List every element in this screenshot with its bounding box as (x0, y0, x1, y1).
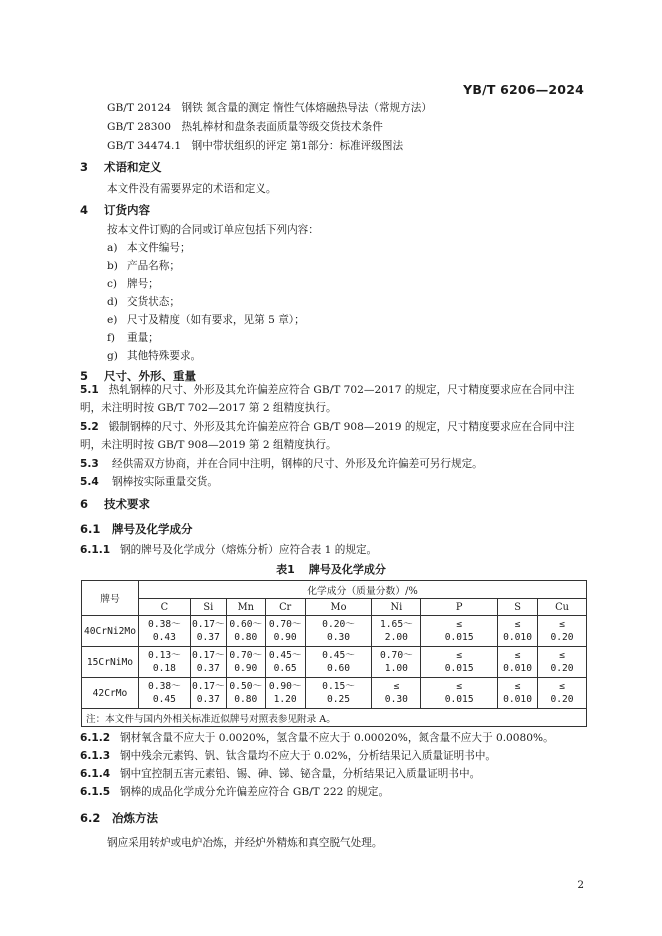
clause-number: 5.2 (80, 421, 99, 433)
table-1-number: 表1 (276, 563, 295, 576)
section-6-2-title: 冶炼方法 (112, 811, 158, 825)
value-cell (226, 678, 265, 709)
clause-6-1-5 (80, 784, 389, 799)
reference-gbt28300: GB/T 28300 热轧棒材和盘条表面质量等级交货技术条件 (107, 121, 383, 133)
value-line: 0.38～ (148, 681, 181, 692)
value-line: 0.20 (550, 663, 574, 674)
value-line: 0.90～ (268, 681, 302, 692)
value-line: ≤ (514, 650, 521, 661)
value-line: ≤ (559, 650, 565, 661)
section-4-heading (80, 202, 150, 218)
value-cell (265, 616, 305, 647)
list-label: a) (107, 242, 118, 254)
value-cell (138, 616, 190, 647)
value-line: 0.015 (444, 663, 474, 674)
clause-number: 6.1.2 (80, 732, 111, 744)
list-label: g) (107, 350, 118, 362)
list-text: 本文件编号； (127, 242, 191, 254)
value-cell (538, 678, 587, 709)
chemical-composition-table (81, 580, 587, 727)
grade-cell: 40CrNi2Mo (82, 616, 139, 647)
order-item-e (107, 312, 305, 327)
value-line: 0.18 (152, 663, 176, 674)
value-cell (372, 678, 421, 709)
value-line: ≤ (559, 681, 565, 692)
list-label: d) (107, 296, 118, 308)
value-line: 0.80 (234, 632, 258, 643)
clause-text: 钢材氧含量不应大于 0.0020%，氢含量不应大于 0.00020%，氮含量不应大于 0.0080%。 (120, 732, 554, 744)
clause-number: 5.4 (80, 476, 99, 488)
table-row (82, 647, 587, 678)
value-line: 0.25 (326, 694, 351, 705)
section-6-number: 6 (80, 497, 89, 511)
grade-cell: 42CrMo (82, 678, 139, 709)
value-line: 0.45 (152, 694, 176, 705)
value-cell (421, 647, 498, 678)
element-header-si: Si (190, 599, 226, 616)
value-line: ≤ (456, 681, 463, 692)
clause-5-4 (80, 474, 218, 489)
value-line: 0.70～ (380, 650, 413, 661)
value-cell (305, 647, 372, 678)
value-line: 0.010 (503, 694, 532, 705)
table-note-row (82, 709, 587, 727)
value-cell (265, 647, 305, 678)
list-label: f) (107, 332, 116, 344)
list-label: e) (107, 314, 118, 326)
list-label: c) (107, 278, 118, 290)
value-line: 0.15～ (322, 681, 355, 692)
element-header-ni: Ni (372, 599, 421, 616)
element-header-cu: Cu (538, 599, 587, 616)
order-item-c (107, 276, 159, 291)
clause-text: 钢中宜控制五害元素铅、锡、砷、锑、铋含量，分析结果记入质量证明书中。 (120, 768, 481, 780)
value-cell (190, 616, 226, 647)
value-line: 0.45～ (322, 650, 355, 661)
table-header-row (82, 581, 587, 599)
value-line: 0.015 (444, 694, 474, 705)
list-text: 产品名称； (127, 260, 180, 272)
table-row (82, 678, 587, 709)
value-line: 0.90 (273, 632, 297, 643)
value-cell (372, 647, 421, 678)
value-cell (226, 647, 265, 678)
value-line: 0.37 (196, 694, 220, 705)
section-6-title: 技术要求 (104, 497, 150, 511)
value-line: 0.20～ (322, 619, 355, 630)
value-cell (498, 647, 538, 678)
value-line: 0.90 (234, 663, 258, 674)
order-item-d (107, 294, 180, 309)
clause-text: 经供需双方协商，并在合同中注明，钢棒的尺寸、外形及允许偏差可另行规定。 (112, 458, 483, 470)
section-6-heading (80, 496, 150, 512)
value-line: 0.17～ (191, 681, 225, 692)
grade-header: 牌号 (82, 581, 139, 616)
value-line: 1.00 (384, 663, 408, 674)
element-header-row (82, 599, 587, 616)
clause-text: 钢中残余元素钨、钒、钛含量均不应大于 0.02%，分析结果记入质量证明书中。 (120, 750, 497, 762)
value-cell (421, 616, 498, 647)
value-line: 1.20 (273, 694, 297, 705)
section-6-1-title: 牌号及化学成分 (112, 522, 193, 536)
order-item-a (107, 240, 191, 255)
value-cell (305, 678, 372, 709)
table-1-title: 牌号及化学成分 (308, 563, 386, 576)
value-line: ≤ (514, 619, 521, 630)
clause-5-2 (80, 418, 588, 454)
value-line: ≤ (559, 619, 565, 630)
value-line: 0.015 (444, 632, 474, 643)
element-header-mn: Mn (226, 599, 265, 616)
section-4-number: 4 (80, 203, 89, 217)
list-text: 其他特殊要求。 (127, 350, 202, 362)
value-cell (498, 678, 538, 709)
element-header-cr: Cr (265, 599, 305, 616)
value-cell (305, 616, 372, 647)
clause-number: 5.1 (80, 384, 99, 396)
table-row (82, 616, 587, 647)
section-5-title: 尺寸、外形、重量 (104, 369, 196, 383)
element-header-p: P (421, 599, 498, 616)
clause-text: 钢棒的成品化学成分允许偏差应符合 GB/T 222 的规定。 (120, 786, 390, 798)
value-line: 0.38～ (148, 619, 181, 630)
value-line: 0.30 (384, 694, 408, 705)
value-cell (538, 647, 587, 678)
clause-number: 6.1.1 (80, 544, 111, 556)
value-line: ≤ (393, 681, 400, 692)
value-cell (265, 678, 305, 709)
value-cell (538, 616, 587, 647)
value-line: 0.010 (503, 663, 532, 674)
value-line: 1.65～ (380, 619, 413, 630)
section-6-2-number: 6.2 (80, 811, 101, 825)
grade-cell: 15CrNiMo (82, 647, 139, 678)
element-header-s: S (498, 599, 538, 616)
element-header-c: C (138, 599, 190, 616)
value-line: ≤ (514, 681, 521, 692)
clause-number: 6.1.3 (80, 750, 111, 762)
value-cell (498, 616, 538, 647)
list-text: 尺寸及精度（如有要求，见第 5 章）； (127, 314, 305, 326)
clause-6-1-2 (80, 730, 554, 745)
element-header-mo: Mo (305, 599, 372, 616)
value-line: 0.20 (550, 694, 574, 705)
value-line: 0.45～ (268, 650, 302, 661)
table-note: 注：本文件与国内外相关标准近似牌号对照表参见附录 A。 (82, 709, 587, 727)
section-6-2-heading (80, 810, 158, 826)
value-line: 0.50～ (229, 681, 263, 692)
clause-5-3 (80, 456, 483, 471)
value-cell (190, 647, 226, 678)
value-line: 0.60 (326, 663, 351, 674)
order-item-g (107, 348, 201, 363)
clause-6-1-3 (80, 748, 496, 763)
value-line: 0.80 (234, 694, 258, 705)
value-line: 0.65 (273, 663, 297, 674)
section-5-number: 5 (80, 369, 89, 383)
section-4-title: 订货内容 (104, 203, 150, 217)
table-1-caption (0, 561, 662, 577)
value-cell (421, 678, 498, 709)
value-line: 0.43 (152, 632, 176, 643)
value-line: 2.00 (384, 632, 408, 643)
clause-text: 钢的牌号及化学成分（熔炼分析）应符合表 1 的规定。 (120, 544, 378, 556)
value-line: 0.17～ (191, 650, 225, 661)
clause-text: 钢棒按实际重量交货。 (112, 476, 218, 488)
clause-text: 热轧钢棒的尺寸、外形及其允许偏差应符合 GB/T 702—2017 的规定，尺寸精度要求应在合同中注明，未注明时按 GB/T 702—2017 第 2 组精度执行。 (80, 384, 575, 414)
section-6-1-number: 6.1 (80, 522, 101, 536)
reference-gbt20124: GB/T 20124 钢铁 氮含量的测定 惰性气体熔融热导法（常规方法） (107, 102, 432, 114)
list-text: 牌号； (127, 278, 159, 290)
composition-header: 化学成分（质量分数）/% (138, 581, 586, 599)
section-4-intro: 按本文件订购的合同或订单应包括下列内容： (107, 224, 319, 236)
section-6-1-heading (80, 521, 193, 537)
value-line: ≤ (456, 650, 463, 661)
list-label: b) (107, 260, 118, 272)
section-3-body: 本文件没有需要界定的术语和定义。 (107, 183, 277, 195)
value-line: 0.20 (550, 632, 574, 643)
clause-text: 锻制钢棒的尺寸、外形及其允许偏差应符合 GB/T 908—2019 的规定，尺寸精度要求应在合同中注明，未注明时按 GB/T 908—2019 第 2 组精度执行。 (80, 421, 575, 451)
order-item-f (107, 330, 159, 345)
clause-number: 6.1.5 (80, 786, 111, 798)
value-line: 0.17～ (191, 619, 225, 630)
order-item-b (107, 258, 180, 273)
section-3-number: 3 (80, 160, 89, 174)
section-3-title: 术语和定义 (104, 160, 162, 174)
value-cell (138, 678, 190, 709)
value-line: 0.37 (196, 663, 220, 674)
value-line: 0.010 (503, 632, 532, 643)
page-number: 2 (577, 879, 584, 891)
clause-number: 6.1.4 (80, 768, 111, 780)
value-cell (190, 678, 226, 709)
section-6-2-body: 钢应采用转炉或电炉冶炼，并经炉外精炼和真空脱气处理。 (107, 837, 383, 849)
clause-number: 5.3 (80, 458, 99, 470)
value-line: 0.30 (326, 632, 351, 643)
value-line: 0.13～ (148, 650, 181, 661)
clause-6-1-4 (80, 766, 480, 781)
reference-gbt34474: GB/T 34474.1 钢中带状组织的评定 第1部分：标准评级图法 (107, 140, 404, 152)
list-text: 重量； (127, 332, 159, 344)
clause-6-1-1 (80, 542, 377, 557)
list-text: 交货状态； (127, 296, 180, 308)
value-cell (226, 616, 265, 647)
value-line: 0.70～ (268, 619, 302, 630)
value-line: 0.70～ (229, 650, 263, 661)
value-line: ≤ (456, 619, 463, 630)
value-line: 0.37 (196, 632, 220, 643)
value-cell (138, 647, 190, 678)
clause-5-1 (80, 381, 588, 417)
value-line: 0.60～ (229, 619, 263, 630)
section-3-heading (80, 159, 162, 175)
standard-code: YB/T 6206—2024 (463, 82, 584, 97)
value-cell (372, 616, 421, 647)
